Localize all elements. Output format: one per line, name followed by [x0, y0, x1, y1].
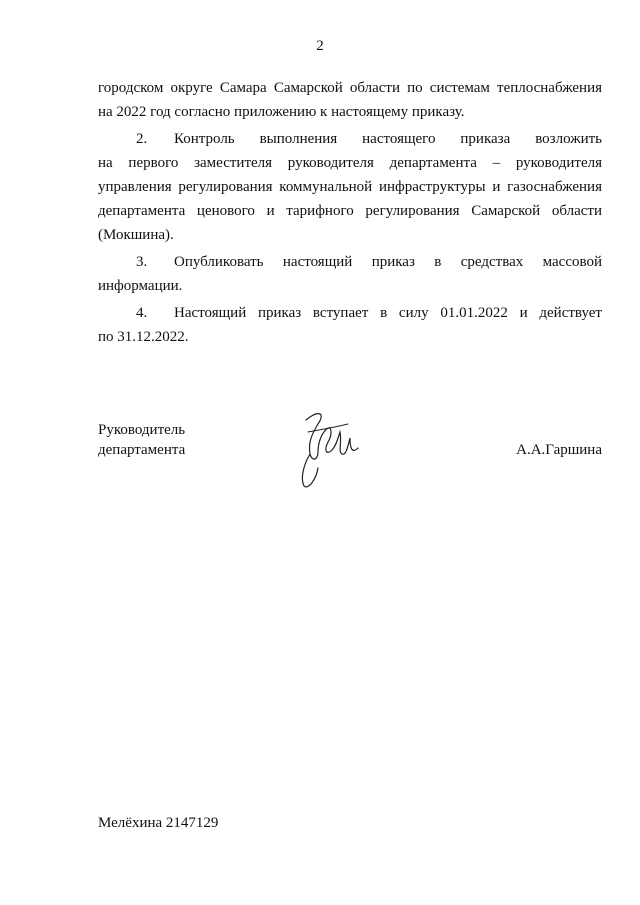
- signatory-title: [98, 420, 185, 460]
- paragraph-first-line: [98, 127, 602, 151]
- paragraph-1: [98, 76, 602, 124]
- paragraph-3: [98, 250, 602, 298]
- paragraph-2: [98, 127, 602, 247]
- paragraph-line: информации.: [98, 278, 183, 294]
- paragraph-line: городском округе Самара Самарской области по системам теплоснабжения: [98, 80, 602, 96]
- signatory-title-line: Руководитель: [98, 422, 186, 438]
- signature-block: [98, 420, 602, 500]
- paragraph-line: по 31.12.2022.: [98, 329, 189, 345]
- paragraph-line-text: Контроль выполнения настоящего приказа возложить: [174, 131, 602, 147]
- paragraph-line: на первого заместителя руководителя департамента – руководителя: [98, 155, 602, 171]
- signatory-title-line: департамента: [98, 442, 186, 458]
- page-number: 2: [316, 38, 324, 54]
- handwritten-signature: [288, 402, 378, 492]
- item-number: 2.: [136, 131, 148, 147]
- paragraph-line: на 2022 год согласно приложению к настоящему приказу.: [98, 104, 465, 120]
- item-number: 4.: [136, 305, 148, 321]
- paragraph-line-text: Настоящий приказ вступает в силу 01.01.2022 и действует: [174, 305, 602, 321]
- executor-note: Мелёхина 2147129: [98, 815, 219, 831]
- signatory-name: А.А.Гаршина: [516, 442, 602, 458]
- item-number: 3.: [136, 254, 148, 270]
- paragraph-line: (Мокшина).: [98, 227, 174, 243]
- paragraph-line-text: Опубликовать настоящий приказ в средствах массовой: [174, 254, 602, 270]
- paragraph-4: [98, 301, 602, 349]
- paragraph-line: управления регулирования коммунальной инфраструктуры и газоснабжения: [98, 179, 602, 195]
- paragraph-line: департамента ценового и тарифного регулирования Самарской области: [98, 203, 602, 219]
- paragraph-first-line: [98, 301, 602, 325]
- document-body: [98, 76, 602, 352]
- paragraph-first-line: [98, 250, 602, 274]
